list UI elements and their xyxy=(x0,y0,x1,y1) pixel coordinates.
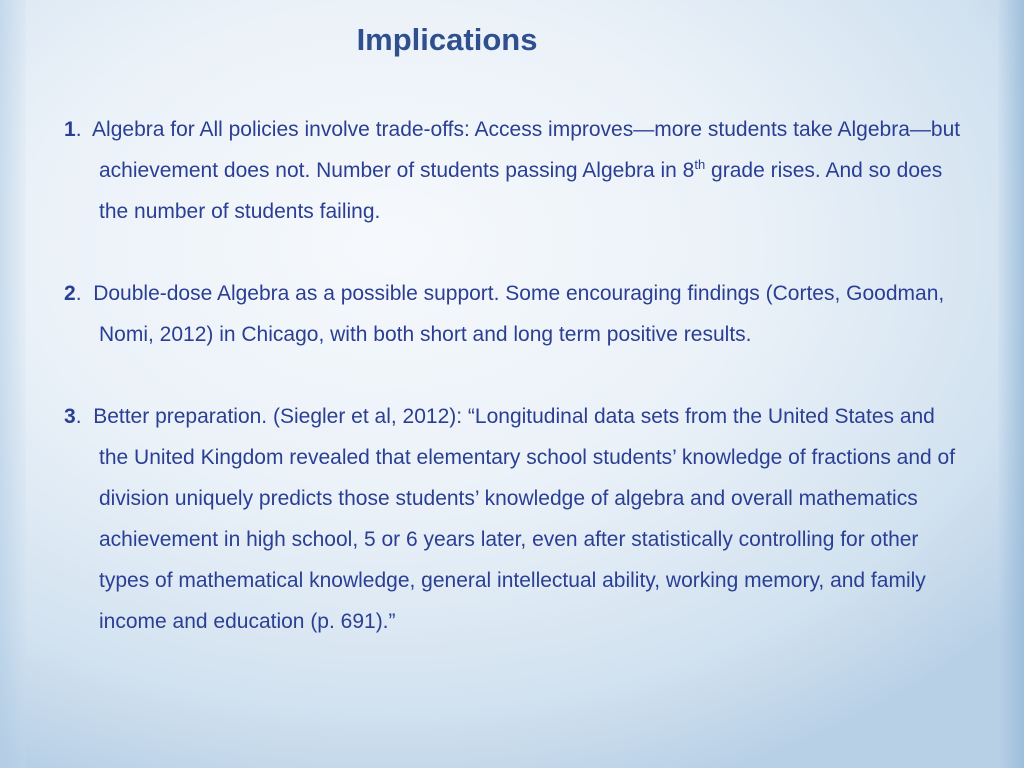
item-text: Double-dose Algebra as a possible support. Some encouraging findings (Cortes, Goodman, Nomi, 2012) in Chicago, with both short and long term positive results. xyxy=(93,282,945,346)
item-number: 1 xyxy=(64,118,76,141)
item-number: 2 xyxy=(64,282,76,305)
item-text-continued: grade rises. And so does the number of students failing. xyxy=(99,159,943,223)
slide-body xyxy=(64,109,964,642)
paragraph-spacer xyxy=(64,355,964,396)
slide-title: Implications xyxy=(356,22,538,57)
paragraph-spacer xyxy=(64,232,964,273)
item-text: Algebra for All policies involve trade-offs: Access improves—more students take Algebra—but achievement does not. Number of students passing Algebra in 8 xyxy=(92,118,961,182)
implication-item-1: 1. Algebra for All policies involve trade-offs: Access improves—more students take Algebra—but achievement does not. Number of students passing Algebra in 8th grade rises. And so does the number of students failing. xyxy=(64,118,961,223)
ordinal-suffix: th xyxy=(694,157,706,172)
implication-item-2: 2. Double-dose Algebra as a possible support. Some encouraging findings (Cortes, Goodman, Nomi, 2012) in Chicago, with both short and long term positive results. xyxy=(64,282,945,346)
item-text: Better preparation. (Siegler et al, 2012): “Longitudinal data sets from the United States and the United Kingdom revealed that elementary school students’ knowledge of fractions and of division uniquely predicts those students’ knowledge of algebra and overall mathematics achievement in high school, 5 or 6 years later, even after statistically controlling for other types of mathematical knowledge, general intellectual ability, working memory, and family income and education (p. 691).” xyxy=(93,405,956,633)
slide-frame-left xyxy=(0,0,26,768)
implication-item-3: 3. Better preparation. (Siegler et al, 2012): “Longitudinal data sets from the United States and the United Kingdom revealed that elementary school students’ knowledge of fractions and of division uniquely predicts those students’ knowledge of algebra and overall mathematics achievement in high school, 5 or 6 years later, even after statistically controlling for other types of mathematical knowledge, general intellectual ability, working memory, and family income and education (p. 691).” xyxy=(64,405,956,633)
slide-frame-right xyxy=(998,0,1024,768)
item-number: 3 xyxy=(64,405,76,428)
